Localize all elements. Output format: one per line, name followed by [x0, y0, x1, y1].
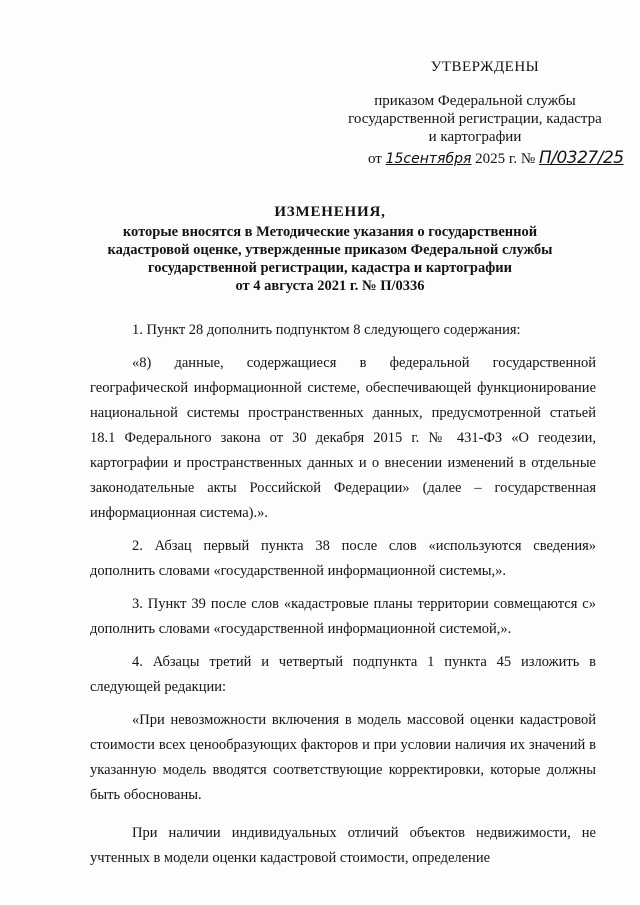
document-title — [90, 203, 570, 295]
document-body — [90, 318, 596, 871]
date-prefix: от — [368, 151, 382, 167]
title-main: ИЗМЕНЕНИЯ, — [274, 204, 386, 220]
approval-line-1: приказом Федеральной службы — [374, 93, 576, 109]
paragraph-4: 3. Пункт 39 после слов «кадастровые планы территории совмещаются с» дополнить словами «государственной информационной системой,». — [90, 596, 596, 637]
paragraph-6: «При невозможности включения в модель массовой оценки кадастровой стоимости всех ценообразующих факторов и при условии наличия их значений в указанную модель вводятся соответствующие корректировки, которые должны быть обоснованы. — [90, 712, 596, 803]
paragraph-1: 1. Пункт 28 дополнить подпунктом 8 следующего содержания: — [132, 322, 521, 338]
order-date-line — [368, 148, 624, 168]
title-line-1: которые вносятся в Методические указания о государственной — [122, 224, 538, 240]
approval-line-2: государственной регистрации, кадастра — [348, 111, 602, 127]
approved-heading: УТВЕРЖДЕНЫ — [430, 59, 540, 75]
handwritten-date: 15сентября — [385, 151, 472, 167]
paragraph-7: При наличии индивидуальных отличий объектов недвижимости, не учтенных в модели оценки кадастровой стоимости, определение — [90, 825, 596, 866]
title-line-4: от 4 августа 2021 г. № П/0336 — [235, 278, 425, 294]
approval-line-3: и картографии — [428, 129, 522, 145]
title-line-3: государственной регистрации, кадастра и картографии — [148, 260, 512, 276]
handwritten-order-number: П/0327/25 — [538, 148, 624, 168]
paragraph-5: 4. Абзацы третий и четвертый подпункта 1 пункта 45 изложить в следующей редакции: — [90, 654, 596, 695]
paragraph-2: «8) данные, содержащиеся в федеральной государственной географической информационной системе, обеспечивающей функционирование национальной системы пространственных данных, предусмотренной статьей 18.1 Федерального закона от 30 декабря 2015 г. № 431-ФЗ «О геодезии, картографии и пространственных данных и о внесении изменений в отдельные законодательные акты Российской Федерации» (далее – государственная информационная система).». — [90, 355, 596, 521]
paragraph-3: 2. Абзац первый пункта 38 после слов «используются сведения» дополнить словами «государственной информационной системы,». — [90, 538, 596, 579]
year-text: 2025 г. № — [475, 151, 536, 167]
approval-block — [340, 58, 610, 146]
title-line-2: кадастровой оценке, утвержденные приказом Федеральной службы — [107, 242, 553, 258]
